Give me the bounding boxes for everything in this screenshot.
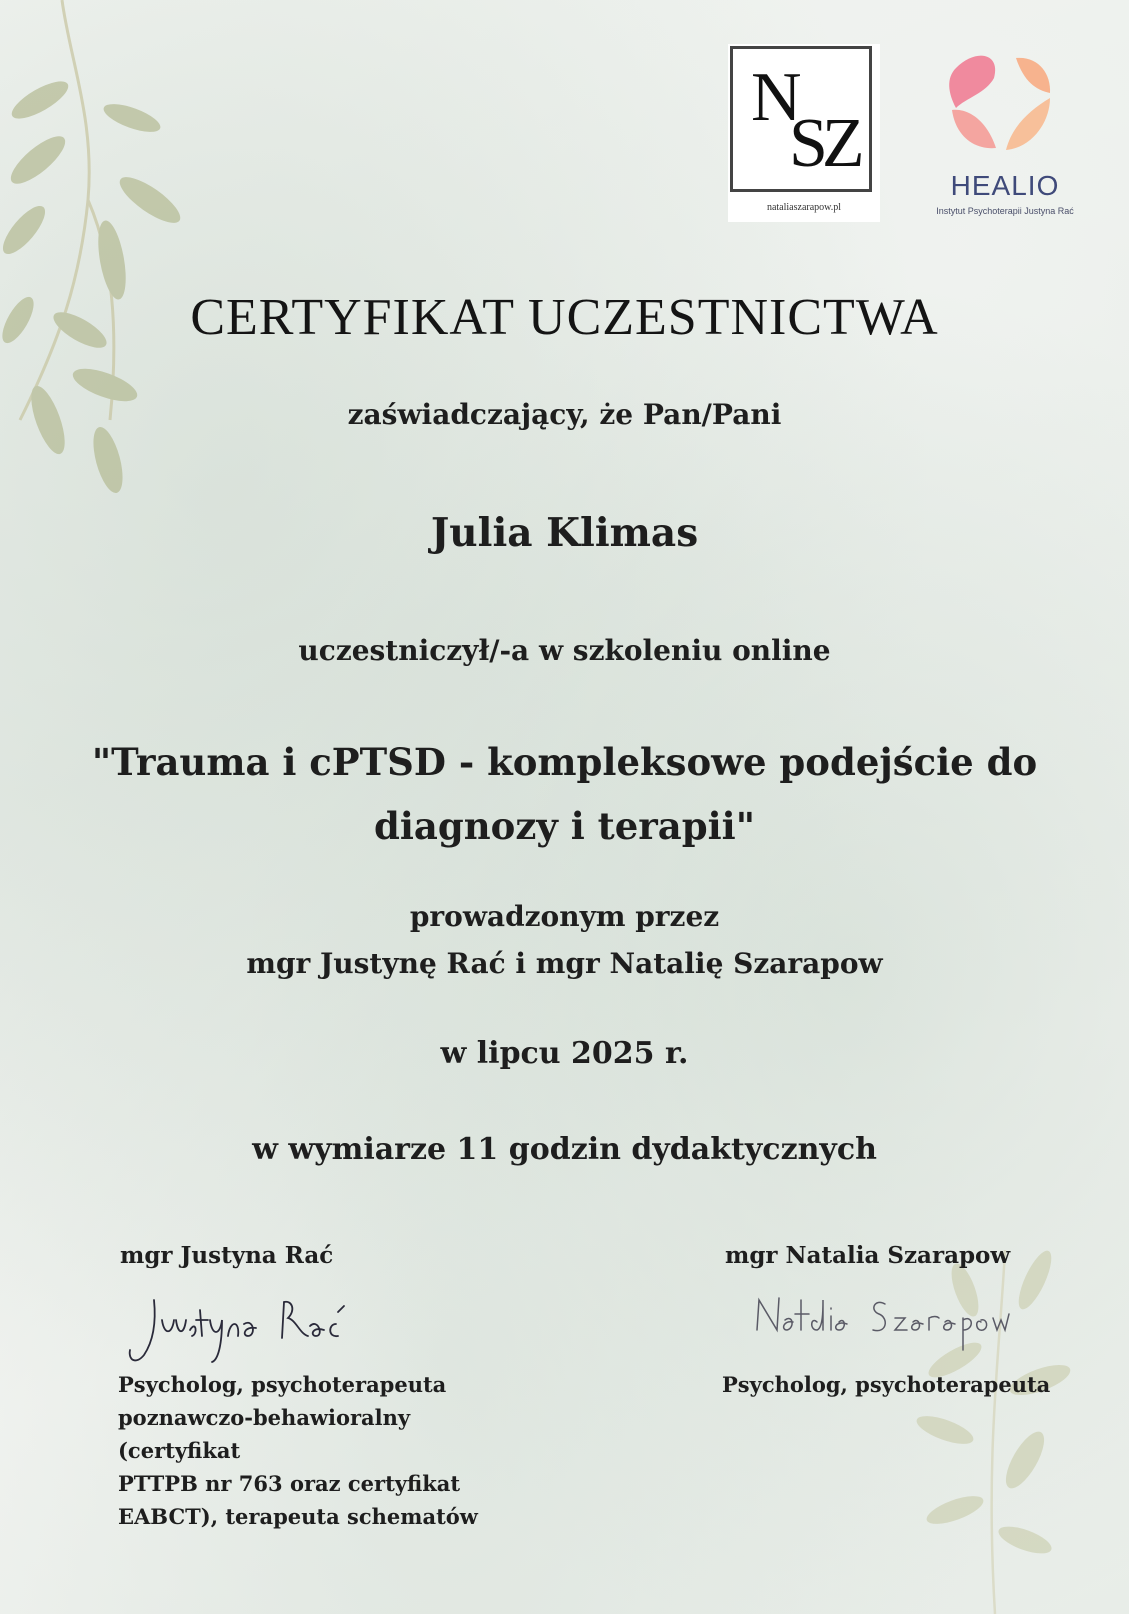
- leaf-branch-top-left: [0, 0, 200, 520]
- signatory-left-description: [118, 1368, 538, 1533]
- certificate-intro: zaświadczający, że Pan/Pani: [347, 398, 782, 431]
- signatory-left-desc-line: PTTPB nr 763 oraz certyfikat: [118, 1471, 461, 1496]
- course-title-line-2: diagnozy i terapii": [373, 804, 756, 848]
- signatory-left-desc-line: Psycholog, psychoterapeuta: [118, 1372, 447, 1397]
- signatory-left-name: mgr Justyna Rać: [120, 1242, 334, 1269]
- signatory-right-desc-line: Psycholog, psychoterapeuta: [722, 1372, 1051, 1397]
- nsz-logo: [728, 44, 880, 222]
- course-title: [0, 730, 1129, 858]
- nsz-logo-frame: [730, 46, 872, 192]
- certificate-title: CERTYFIKAT UCZESTNICTWA: [190, 289, 939, 346]
- trainers-block: [0, 893, 1129, 987]
- led-by-text: prowadzonym przez: [409, 900, 720, 933]
- healio-logo: [920, 42, 1090, 227]
- healio-logo-subtitle: Instytut Psychoterapii Justyna Rać: [936, 206, 1074, 216]
- signature-left-handwritten: [124, 1290, 364, 1370]
- course-title-line-1: "Trauma i cPTSD - kompleksowe podejście do: [91, 740, 1038, 784]
- signatory-right-name: mgr Natalia Szarapow: [725, 1242, 1011, 1269]
- participation-text: uczestniczył/-a w szkoleniu online: [298, 634, 831, 667]
- signatory-left-desc-line: poznawczo-behawioralny (certyfikat: [118, 1405, 411, 1463]
- nsz-logo-letter-n: N: [751, 59, 802, 136]
- signatory-right-description: [722, 1368, 1052, 1401]
- course-date: w lipcu 2025 r.: [440, 1036, 689, 1071]
- signatory-left-desc-line: EABCT), terapeuta schematów: [118, 1504, 478, 1529]
- nsz-logo-url: nataliaszarapow.pl: [766, 202, 842, 213]
- trainers-names: mgr Justynę Rać i mgr Natalię Szarapow: [246, 947, 883, 980]
- healio-logo-name: HEALIO: [950, 170, 1060, 201]
- nsz-logo-letters-sz: SZ: [789, 105, 859, 182]
- healio-petals-icon: [946, 48, 1056, 160]
- course-hours: w wymiarze 11 godzin dydaktycznych: [252, 1132, 877, 1167]
- signature-right-handwritten: [753, 1290, 1013, 1360]
- participant-name: Julia Klimas: [430, 510, 699, 556]
